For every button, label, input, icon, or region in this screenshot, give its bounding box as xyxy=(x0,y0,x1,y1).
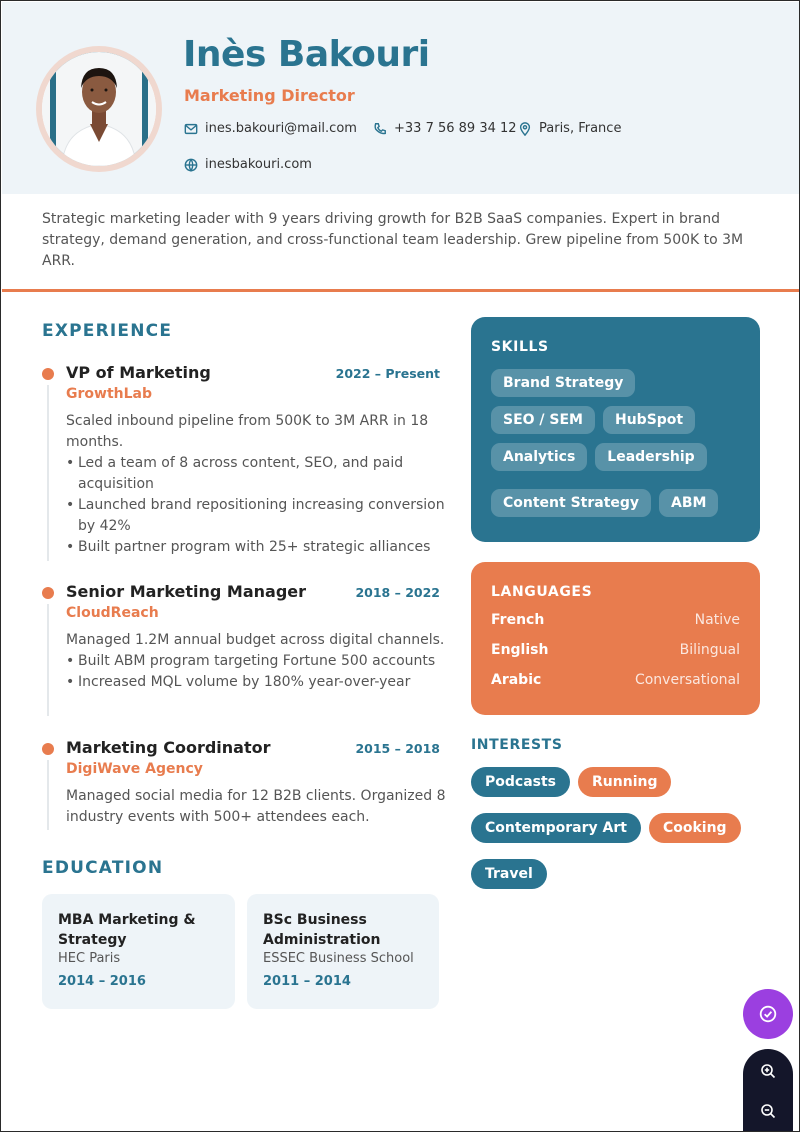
job-title: Marketing Coordinator xyxy=(66,738,271,757)
school-name: ESSEC Business School xyxy=(263,951,414,966)
timeline-dot xyxy=(42,743,54,755)
job-description xyxy=(66,411,446,558)
job-company: CloudReach xyxy=(66,605,159,621)
degree-name: BSc Business Administration xyxy=(263,912,381,948)
language-row xyxy=(491,672,740,690)
skills-card xyxy=(471,317,760,542)
language-level: Conversational xyxy=(634,672,740,688)
timeline-dot xyxy=(42,368,54,380)
profile-photo xyxy=(42,52,156,166)
zoom-in-button[interactable] xyxy=(743,1051,793,1091)
timeline-line xyxy=(47,385,49,561)
zoom-out-button[interactable] xyxy=(743,1091,793,1131)
education-years: 2011 – 2014 xyxy=(263,974,351,989)
avatar xyxy=(36,46,162,172)
experience-heading: EXPERIENCE xyxy=(42,321,173,341)
contact-website[interactable] xyxy=(184,157,312,172)
job-entry xyxy=(42,738,446,838)
degree-name: MBA Marketing & Strategy xyxy=(58,912,196,948)
check-circle-icon xyxy=(759,1005,777,1023)
skill-chip: Analytics xyxy=(491,443,587,471)
skill-chip: HubSpot xyxy=(603,406,695,434)
zoom-out-icon xyxy=(760,1103,776,1119)
language-row xyxy=(491,612,740,630)
skill-chip: SEO / SEM xyxy=(491,406,595,434)
job-bullet: • Launched brand repositioning increasing conversion by 42% xyxy=(66,495,446,537)
contact-email[interactable] xyxy=(184,121,357,136)
languages-list xyxy=(491,612,740,690)
language-row xyxy=(491,642,740,660)
education-years: 2014 – 2016 xyxy=(58,974,146,989)
action-fab-button[interactable] xyxy=(743,989,793,1039)
interest-pill: Travel xyxy=(471,859,547,889)
languages-card xyxy=(471,562,760,715)
school-name: HEC Paris xyxy=(58,951,121,966)
zoom-in-icon xyxy=(760,1063,776,1079)
summary-text: Strategic marketing leader with 9 years driving growth for B2B SaaS companies. Expert in brand strategy, demand generation, and cross-functional team leadership. Grew pipeline from 500K to 3M ARR. xyxy=(42,211,744,269)
interest-pill: Contemporary Art xyxy=(471,813,641,843)
phone-text: +33 7 56 89 34 12 xyxy=(394,121,517,136)
map-pin-icon xyxy=(518,122,532,136)
phone-icon xyxy=(373,122,387,136)
mail-icon xyxy=(184,122,198,136)
language-level: Bilingual xyxy=(679,642,740,658)
profile-photo-image xyxy=(42,52,156,166)
interest-pill: Running xyxy=(578,767,671,797)
job-company: GrowthLab xyxy=(66,386,152,402)
header-divider xyxy=(2,289,800,292)
globe-icon xyxy=(184,158,198,172)
timeline-dot xyxy=(42,587,54,599)
job-summary: Managed 1.2M annual budget across digital channels. xyxy=(66,632,445,648)
location-text: Paris, France xyxy=(539,121,622,136)
skills-list xyxy=(491,369,740,517)
skill-chip: Brand Strategy xyxy=(491,369,635,397)
interest-pill: Podcasts xyxy=(471,767,570,797)
email-text: ines.bakouri@mail.com xyxy=(205,121,357,136)
contact-phone[interactable] xyxy=(373,121,517,136)
zoom-controls xyxy=(743,1049,793,1132)
candidate-name: Inès Bakouri xyxy=(183,34,430,75)
languages-heading: LANGUAGES xyxy=(491,584,593,600)
interests-heading: INTERESTS xyxy=(471,737,563,753)
language-name: Arabic xyxy=(491,672,542,688)
interests-list xyxy=(471,767,771,889)
timeline-line xyxy=(47,760,49,830)
job-title: Senior Marketing Manager xyxy=(66,582,307,601)
website-text: inesbakouri.com xyxy=(205,157,312,172)
education-heading: EDUCATION xyxy=(42,858,164,878)
job-bullet: • Led a team of 8 across content, SEO, and paid acquisition xyxy=(66,453,446,495)
skill-chip: Leadership xyxy=(595,443,706,471)
interest-pill: Cooking xyxy=(649,813,741,843)
contact-location xyxy=(518,121,621,136)
job-description xyxy=(66,630,446,693)
job-company: DigiWave Agency xyxy=(66,761,203,777)
timeline-line xyxy=(47,604,49,716)
job-title: VP of Marketing xyxy=(66,363,211,382)
job-bullet: • Increased MQL volume by 180% year-over-year xyxy=(66,672,446,693)
language-name: French xyxy=(491,612,545,628)
skill-chip: Content Strategy xyxy=(491,489,651,517)
candidate-role: Marketing Director xyxy=(184,86,355,105)
education-card xyxy=(42,894,235,1009)
job-bullets xyxy=(66,651,446,693)
education-card xyxy=(247,894,439,1009)
language-level: Native xyxy=(694,612,740,628)
language-name: English xyxy=(491,642,549,658)
job-dates: 2022 – Present xyxy=(335,366,440,381)
skills-heading: SKILLS xyxy=(491,339,549,355)
job-bullet: • Built partner program with 25+ strategic alliances xyxy=(66,537,446,558)
job-bullet: • Built ABM program targeting Fortune 500 accounts xyxy=(66,651,446,672)
job-bullets xyxy=(66,453,446,558)
job-summary: Scaled inbound pipeline from 500K to 3M ARR in 18 months. xyxy=(66,413,429,450)
job-summary: Managed social media for 12 B2B clients. Organized 8 industry events with 500+ attendees each. xyxy=(66,788,446,825)
job-dates: 2018 – 2022 xyxy=(355,585,440,600)
job-entry xyxy=(42,363,445,563)
job-dates: 2015 – 2018 xyxy=(355,741,440,756)
job-entry xyxy=(42,582,445,722)
job-description xyxy=(66,786,446,828)
header xyxy=(2,2,800,194)
skill-chip: ABM xyxy=(659,489,718,517)
